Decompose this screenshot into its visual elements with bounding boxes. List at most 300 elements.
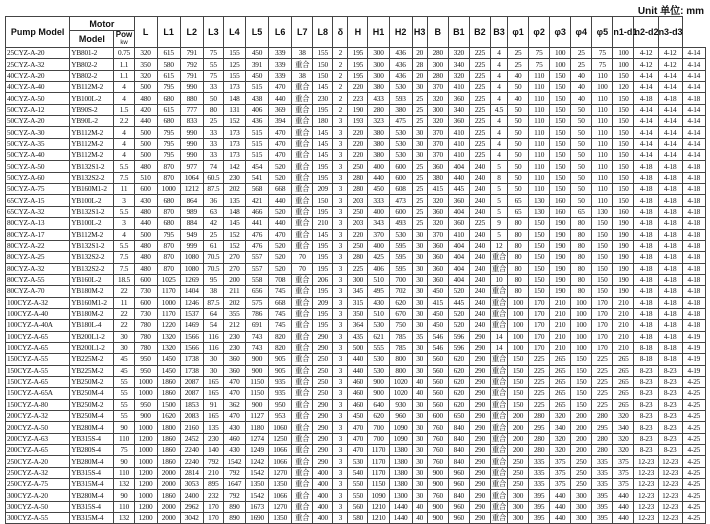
dimension-cell: 404 (448, 252, 469, 263)
pump-model-cell: 65CYZ-A-15 (6, 195, 70, 206)
dimension-cell: 436 (245, 116, 268, 127)
dimension-cell: 12-23 (658, 456, 682, 467)
dimension-cell: 436 (389, 70, 412, 81)
dimension-cell: 190 (613, 263, 634, 274)
dimension-cell: 150 (508, 354, 529, 365)
dimension-cell: 935 (269, 388, 292, 399)
dimension-cell: 410 (448, 150, 469, 161)
dimension-cell: 555 (368, 342, 389, 353)
dimension-cell: 600 (134, 274, 157, 285)
dimension-cell: 840 (448, 490, 469, 501)
dimension-cell: 546 (427, 342, 448, 353)
dimension-cell: 410 (448, 138, 469, 149)
dimension-cell: 160 (550, 195, 571, 206)
dimension-cell: 560 (427, 399, 448, 410)
dimension-cell: 265 (613, 399, 634, 410)
motor-power-cell: 7.5 (114, 172, 134, 183)
dimension-cell: 530 (389, 138, 412, 149)
dimension-cell: 150 (592, 240, 613, 251)
dimension-cell: 230 (313, 93, 333, 104)
dimension-cell: 1300 (389, 490, 412, 501)
dimension-cell: 重合 (292, 445, 313, 456)
dimension-cell: 4-14 (634, 70, 658, 81)
motor-model-cell: YB90S-2 (70, 104, 114, 115)
header-delta: δ (333, 17, 348, 48)
dimension-cell: 440 (550, 501, 571, 512)
dimension-cell: 290 (469, 411, 490, 422)
dimension-cell: 4-14 (682, 48, 705, 59)
dimension-cell: 615 (157, 104, 180, 115)
dimension-cell: 4-18 (634, 320, 658, 331)
dimension-cell: 1200 (134, 433, 157, 444)
dimension-cell: 470 (348, 445, 368, 456)
dimension-cell: 820 (269, 331, 292, 342)
dimension-cell: 152 (223, 240, 245, 251)
dimension-cell: 791 (180, 70, 203, 81)
table-row (6, 195, 706, 206)
dimension-cell: 4-14 (682, 127, 705, 138)
dimension-cell: 295 (529, 422, 550, 433)
pump-model-cell: 80CYZ-A-55 (6, 274, 70, 285)
dimension-cell: 150 (529, 229, 550, 240)
dimension-cell: 195 (348, 59, 368, 70)
table-row (6, 354, 706, 365)
dimension-cell: 520 (269, 161, 292, 172)
dimension-cell: 4-18 (682, 206, 705, 217)
dimension-cell: 515 (245, 150, 268, 161)
dimension-cell: 202 (223, 297, 245, 308)
dimension-cell: 364 (348, 320, 368, 331)
dimension-cell: 4-18 (634, 218, 658, 229)
dimension-cell: 541 (245, 172, 268, 183)
dimension-cell: 280 (592, 433, 613, 444)
dimension-cell: 360 (427, 240, 448, 251)
dimension-cell: 80 (571, 286, 592, 297)
dimension-cell: 580 (157, 59, 180, 70)
motor-model-cell: YB225M-2 (70, 354, 114, 365)
header-motor: Motor (70, 17, 134, 31)
dimension-cell: 150 (550, 184, 571, 195)
dimension-cell: 440 (550, 513, 571, 524)
dimension-cell: 550 (348, 479, 368, 490)
dimension-cell: 150 (613, 104, 634, 115)
dimension-cell: 2083 (180, 411, 203, 422)
table-row (6, 286, 706, 297)
motor-model-cell: YB315S-4 (70, 467, 114, 478)
dimension-cell: 210 (550, 342, 571, 353)
dimension-cell: 1738 (180, 365, 203, 376)
table-row (6, 501, 706, 512)
dimension-cell: 30 (412, 320, 427, 331)
dimension-cell: 280 (348, 172, 368, 183)
dimension-cell: 150 (529, 218, 550, 229)
dimension-cell: 30 (412, 354, 427, 365)
dimension-cell: 25 (412, 161, 427, 172)
dimension-cell: 30 (412, 365, 427, 376)
dimension-cell: 3 (333, 331, 348, 342)
dimension-cell: 150 (571, 376, 592, 387)
dimension-cell: 225 (469, 48, 490, 59)
dimension-cell: 61 (203, 240, 223, 251)
dimension-cell: 1380 (389, 479, 412, 490)
dimension-cell: 1380 (389, 445, 412, 456)
dimension-cell: 150 (313, 59, 333, 70)
dimension-cell: 4-18 (634, 195, 658, 206)
dimension-cell: 225 (592, 365, 613, 376)
dimension-cell: 473 (389, 195, 412, 206)
dimension-cell: 110 (529, 161, 550, 172)
pump-model-cell: 65CYZ-A-32 (6, 206, 70, 217)
dimension-cell: 440 (613, 513, 634, 524)
dimension-cell: 130 (529, 206, 550, 217)
motor-model-cell: YB315M-4 (70, 513, 114, 524)
dimension-cell: 4 (490, 48, 507, 59)
dimension-cell: 75 (592, 48, 613, 59)
dimension-cell: 195 (313, 252, 333, 263)
motor-model-cell: YB132S1-2 (70, 240, 114, 251)
dimension-cell: 重合 (491, 365, 507, 375)
table-row (6, 229, 706, 240)
dimension-cell: 150 (550, 172, 571, 183)
dimension-cell: 110 (592, 161, 613, 172)
dimension-cell: 560 (427, 365, 448, 376)
pump-model-cell: 25CYZ-A-20 (6, 48, 70, 59)
pump-model-cell: 150CYZ-A-80 (6, 399, 70, 410)
dimension-cell: 25 (571, 59, 592, 70)
dimension-cell: 4-18 (682, 240, 705, 251)
dimension-cell: 25 (412, 116, 427, 127)
dimension-cell: 230 (203, 433, 223, 444)
dimension-cell: 580 (348, 513, 368, 524)
dimension-cell: 8-23 (634, 422, 658, 433)
dimension-cell: 1274 (245, 433, 268, 444)
dimension-cell: 743 (245, 331, 268, 342)
dimension-cell: 173 (223, 127, 245, 138)
dimension-cell: 240 (469, 240, 490, 251)
dimension-cell: 重合 (292, 433, 313, 444)
dimension-cell: 2452 (180, 433, 203, 444)
dimension-cell: 3 (333, 365, 348, 376)
motor-model-cell: YB112M-2 (70, 82, 114, 93)
dimension-cell: 380 (427, 172, 448, 183)
dimension-cell: 265 (550, 354, 571, 365)
dimension-cell: 1246 (180, 297, 203, 308)
pump-model-cell: 100CYZ-A-65 (6, 331, 70, 342)
dimension-cell: 75 (529, 48, 550, 59)
dimension-cell: 476 (245, 240, 268, 251)
dimension-cell: 50 (571, 195, 592, 206)
dimension-cell: 700 (368, 433, 389, 444)
table-row (6, 104, 706, 115)
dimension-cell: 250 (348, 206, 368, 217)
pump-model-cell: 50CYZ-A-60 (6, 172, 70, 183)
dimension-cell: 1860 (157, 456, 180, 467)
dimension-cell: 重合 (491, 479, 507, 489)
motor-power-cell: 90 (114, 456, 134, 467)
dimension-cell: 170 (592, 342, 613, 353)
dimension-cell: 989 (180, 206, 203, 217)
dimension-cell: 949 (180, 229, 203, 240)
dimension-cell: 150 (550, 150, 571, 161)
motor-power-cell: 0.75 (114, 48, 134, 59)
motor-model-cell: YB802-2 (70, 70, 114, 81)
dimension-cell: 38 (203, 286, 223, 297)
dimension-cell: 5 (490, 195, 507, 206)
dimension-cell: 1200 (134, 501, 157, 512)
dimension-cell: 8-23 (634, 399, 658, 410)
dimension-cell: 977 (180, 161, 203, 172)
dimension-cell: 290 (469, 445, 490, 456)
dimension-cell: 195 (313, 263, 333, 274)
dimension-cell: 170 (592, 320, 613, 331)
dimension-cell: 1060 (269, 422, 292, 433)
pump-model-cell: 50CYZ-A-30 (6, 127, 70, 138)
dimension-cell: 360 (223, 354, 245, 365)
dimension-cell: 440 (348, 354, 368, 365)
dimension-cell: 4-18 (634, 274, 658, 285)
dimension-cell: 35 (412, 331, 427, 342)
dimension-cell: 4-14 (658, 127, 682, 138)
dimension-cell: 680 (157, 116, 180, 127)
dimension-cell: 300 (571, 490, 592, 501)
dimension-cell: 3 (333, 422, 348, 433)
dimension-cell: 30 (412, 342, 427, 353)
dimension-cell: 30 (412, 445, 427, 456)
dimension-cell: 重合 (292, 388, 313, 399)
dimension-cell: 3 (333, 229, 348, 240)
dimension-cell: 225 (592, 354, 613, 365)
dimension-cell: 333 (368, 195, 389, 206)
dimension-cell: 重合 (491, 377, 507, 387)
table-row (6, 93, 706, 104)
dimension-cell: 470 (269, 150, 292, 161)
motor-power-cell: 4 (114, 93, 134, 104)
dimension-cell: 460 (223, 433, 245, 444)
dimension-cell: 4-18 (658, 93, 682, 104)
dimension-cell: 530 (368, 320, 389, 331)
dimension-cell: 780 (134, 342, 157, 353)
dimension-cell: 25 (412, 206, 427, 217)
dimension-cell: 360 (427, 274, 448, 285)
dimension-cell: 40 (412, 376, 427, 387)
dimension-cell: 38 (292, 70, 313, 81)
dimension-cell: 225 (529, 399, 550, 410)
dimension-cell: 595 (389, 240, 412, 251)
dimension-cell: 63 (203, 206, 223, 217)
dimension-cell: 80 (508, 240, 529, 251)
pump-model-cell: 40CYZ-A-20 (6, 70, 70, 81)
dimension-cell: 4-14 (658, 82, 682, 93)
dimension-cell: 510 (134, 172, 157, 183)
dimension-cell: 265 (613, 388, 634, 399)
dimension-cell: 400 (368, 240, 389, 251)
dimension-cell: 515 (245, 82, 268, 93)
dimension-cell: 520 (269, 240, 292, 251)
dimension-cell: 265 (613, 354, 634, 365)
dimension-cell: 792 (223, 490, 245, 501)
dimension-cell: 重合 (491, 490, 507, 500)
dimension-cell: 4-25 (682, 399, 705, 410)
dimension-cell: 375 (613, 479, 634, 490)
dimension-cell: 70.5 (203, 252, 223, 263)
dimension-cell: 1090 (389, 433, 412, 444)
dimension-cell: 195 (313, 172, 333, 183)
dimension-cell: 1180 (245, 422, 268, 433)
dimension-cell: 195 (313, 286, 333, 297)
dimension-cell: 80 (508, 286, 529, 297)
dimension-cell: 335 (529, 467, 550, 478)
dimension-cell: 1450 (157, 365, 180, 376)
dimension-cell: 404 (448, 240, 469, 251)
dimension-cell: 4-18 (682, 297, 705, 308)
dimension-cell: 2000 (157, 513, 180, 524)
table-row (6, 218, 706, 229)
header-phi2: φ2 (529, 17, 550, 48)
dimension-cell: 50 (508, 138, 529, 149)
pump-model-cell: 100CYZ-A-40A (6, 320, 70, 331)
dimension-cell: 600 (389, 206, 412, 217)
dimension-cell: 195 (313, 308, 333, 319)
header-n1-d1: n1-d1 (613, 17, 634, 48)
dimension-cell: 290 (469, 342, 490, 353)
dimension-cell: 615 (157, 70, 180, 81)
dimension-cell: 30 (412, 274, 427, 285)
dimension-cell: 240 (469, 229, 490, 240)
dimension-cell: 80 (508, 252, 529, 263)
dimension-cell: 950 (134, 365, 157, 376)
dimension-cell: 170 (529, 297, 550, 308)
dimension-cell: 150 (313, 70, 333, 81)
dimension-cell: 4-18 (682, 161, 705, 172)
table-row (6, 263, 706, 274)
dimension-cell: 440 (134, 218, 157, 229)
dimension-cell: 1210 (368, 513, 389, 524)
dimension-cell: 150 (613, 150, 634, 161)
dimension-cell: 290 (313, 411, 333, 422)
dimension-cell: 791 (180, 48, 203, 59)
dimension-cell: 2000 (157, 467, 180, 478)
dimension-cell: 148 (223, 206, 245, 217)
pump-model-cell: 50CYZ-A-50 (6, 161, 70, 172)
dimension-cell: 290 (469, 490, 490, 501)
dimension-cell: 145 (313, 138, 333, 149)
dimension-cell: 130 (592, 206, 613, 217)
dimension-cell: 1350 (269, 513, 292, 524)
dimension-cell: 4 (490, 59, 507, 70)
dimension-cell: 100 (550, 59, 571, 70)
dimension-cell: 4-14 (658, 116, 682, 127)
dimension-cell: 320 (427, 195, 448, 206)
dimension-cell: 110 (592, 93, 613, 104)
dimension-cell: 160 (613, 206, 634, 217)
dimension-cell: 380 (368, 150, 389, 161)
table-row (6, 331, 706, 342)
dimension-cell: 110 (592, 138, 613, 149)
dimension-cell: 280 (368, 104, 389, 115)
dimension-cell: 3 (333, 138, 348, 149)
dimension-cell: 795 (157, 82, 180, 93)
dimension-cell: 320 (448, 70, 469, 81)
dimension-cell: 1860 (157, 388, 180, 399)
dimension-cell: 70.5 (203, 263, 223, 274)
dimension-cell: 210 (613, 320, 634, 331)
dimension-cell: 87.5 (203, 184, 223, 195)
dimension-cell: 290 (313, 331, 333, 342)
dimension-cell: 960 (448, 513, 469, 524)
dimension-cell: 290 (469, 456, 490, 467)
dimension-cell: 110 (592, 150, 613, 161)
dimension-cell: 重合 (292, 161, 313, 172)
pump-model-cell: 150CYZ-A-55 (6, 365, 70, 376)
motor-power-cell: 55 (114, 411, 134, 422)
dimension-cell: 2814 (180, 467, 203, 478)
dimension-cell: 370 (427, 138, 448, 149)
motor-power-cell: 55 (114, 399, 134, 410)
dimension-cell: 4 (490, 116, 507, 127)
dimension-cell: 30 (412, 138, 427, 149)
dimension-cell: 360 (427, 161, 448, 172)
dimension-cell: 重合 (292, 308, 313, 319)
dimension-cell: 335 (592, 456, 613, 467)
dimension-cell: 190 (550, 218, 571, 229)
dimension-cell: 880 (180, 93, 203, 104)
dimension-cell: 290 (313, 399, 333, 410)
dimension-cell: 重合 (292, 286, 313, 297)
dimension-cell: 110 (592, 172, 613, 183)
dimension-cell: 100 (613, 48, 634, 59)
motor-model-cell: YB132S1-2 (70, 161, 114, 172)
dimension-cell: 380 (368, 127, 389, 138)
dimension-cell: 320 (613, 445, 634, 456)
dimension-cell: 重合 (292, 274, 313, 285)
dimension-cell: 1170 (368, 456, 389, 467)
pump-model-cell: 250CYZ-A-75 (6, 479, 70, 490)
dimension-cell: 212 (223, 320, 245, 331)
header-n2-d2: n2-d2 (634, 17, 658, 48)
dimension-cell: 225 (469, 116, 490, 127)
dimension-cell: 1690 (245, 513, 268, 524)
dimension-cell: 900 (245, 399, 268, 410)
dimension-cell: 重合 (292, 195, 313, 206)
dimension-cell: 1000 (134, 388, 157, 399)
dimension-cell: 110 (592, 184, 613, 195)
dimension-cell: 190 (613, 286, 634, 297)
dimension-cell: 64 (203, 308, 223, 319)
table-row (6, 274, 706, 285)
dimension-cell: 1566 (180, 342, 203, 353)
pump-model-cell: 50CYZ-A-75 (6, 184, 70, 195)
dimension-cell: 8 (490, 172, 507, 183)
dimension-cell: 1800 (157, 422, 180, 433)
dimension-cell: 重合 (292, 513, 313, 524)
dimension-cell: 8-23 (658, 422, 682, 433)
dimension-cell: 840 (448, 456, 469, 467)
dimension-cell: 12-23 (658, 501, 682, 512)
dimension-cell: 1566 (180, 331, 203, 342)
dimension-cell: 777 (180, 104, 203, 115)
dimension-cell: 210 (613, 308, 634, 319)
header-phi4: φ4 (571, 17, 592, 48)
dimension-cell: 12-23 (658, 490, 682, 501)
motor-power-cell: 22 (114, 320, 134, 331)
dimension-cell: 重合 (292, 240, 313, 251)
table-row (6, 240, 706, 251)
dimension-cell: 4-12 (634, 59, 658, 70)
motor-power-cell: 1.5 (114, 104, 134, 115)
motor-model-cell: YB801-2 (70, 48, 114, 59)
dimension-cell: 170 (529, 331, 550, 342)
dimension-cell: 250 (508, 467, 529, 478)
